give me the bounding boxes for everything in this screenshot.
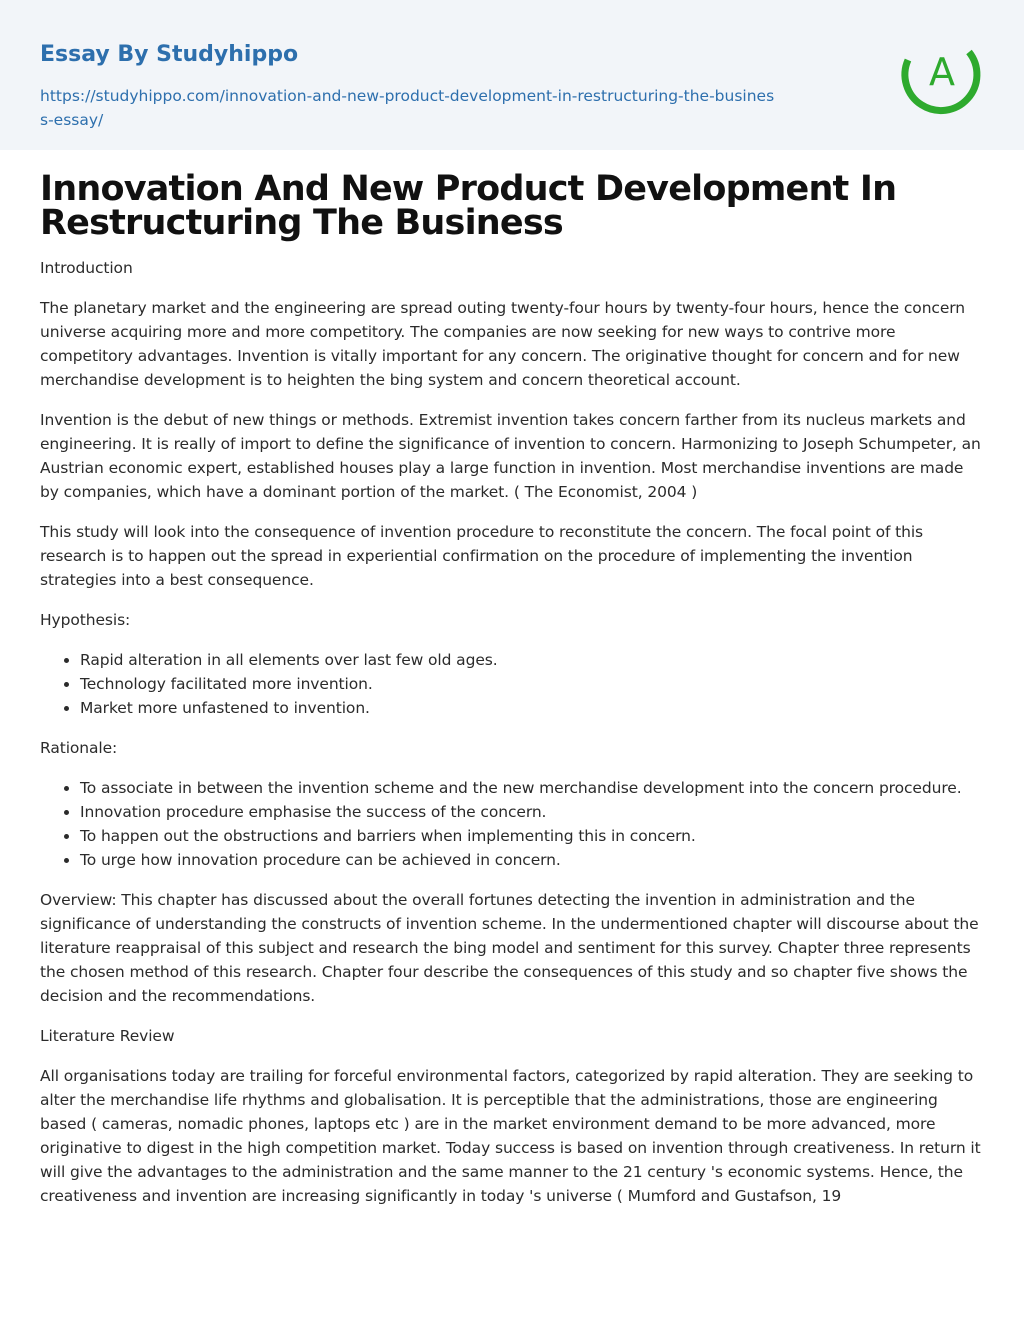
essay-body — [0, 150, 1024, 1208]
brand-title[interactable]: Essay By Studyhippo — [40, 42, 299, 67]
section-heading-introduction: Introduction — [40, 259, 133, 277]
paragraph: All organisations today are trailing for forceful environmental factors, categorized by rapid alteration. They are seeking to alter the merchandise life rhythms and globalisation. It is perceptible that the administrations, those are engineering based ( cameras, nomadic phones, laptops etc ) are in the market environment demand to be more advanced, more originative to digest in the high competition market. Today success is based on invention through creativeness. In return it will give the advantages to the administration and the same manner to the 21 century 's economic systems. Hence, the creativeness and invention are increasing significantly in today 's universe ( Mumford and Gustafson, 19 — [40, 1067, 981, 1205]
paragraph: The planetary market and the engineering are spread outing twenty-four hours by twenty-four hours, hence the concern universe acquiring more and more competitory. The companies are now seeking for new ways to contrive more competitory advantages. Invention is vitally important for any concern. The originative thought for concern and for new merchandise development is to heighten the bing system and concern theoretical account. — [40, 299, 966, 389]
paragraph: This study will look into the consequence of invention procedure to reconstitute the concern. The focal point of this research is to happen out the spread in experiential confirmation on the procedure of implementing the invention strategies into a best consequence. — [40, 523, 924, 589]
section-heading-literature-review: Literature Review — [40, 1027, 175, 1045]
section-heading-rationale: Rationale: — [40, 739, 118, 757]
essay-title: Innovation And New Product Development In Restructuring The Business — [40, 169, 897, 243]
list-item: • To urge how innovation procedure can be achieved in concern. — [80, 848, 984, 872]
essay-url-link[interactable]: https://studyhippo.com/innovation-and-new-product-development-in-restructuring-the-business-essay/ — [40, 87, 775, 129]
list-item: • To happen out the obstructions and barriers when implementing this in concern. — [80, 824, 984, 848]
paragraph-overview: Overview: This chapter has discussed about the overall fortunes detecting the invention in administration and the significance of understanding the constructs of invention scheme. In the undermentioned chapter will discourse about the literature reappraisal of this subject and research the bing model and sentiment for this survey. Chapter three represents the chosen method of this research. Chapter four describe the consequences of this study and so chapter five shows the decision and the recommendations. — [40, 891, 979, 1005]
site-header — [0, 0, 1024, 150]
list-item: • To associate in between the invention scheme and the new merchandise development into the concern procedure. — [80, 776, 984, 800]
logo-letter: A — [929, 50, 955, 94]
list-item: • Innovation procedure emphasise the success of the concern. — [80, 800, 984, 824]
section-heading-hypothesis: Hypothesis: — [40, 611, 131, 629]
studyhippo-logo-icon[interactable] — [898, 28, 986, 116]
rationale-list — [40, 776, 984, 872]
list-item: • Rapid alteration in all elements over last few old ages. — [80, 648, 984, 672]
paragraph: Invention is the debut of new things or methods. Extremist invention takes concern farther from its nucleus markets and engineering. It is really of import to define the significance of invention to concern. Harmonizing to Joseph Schumpeter, an Austrian economic expert, established houses play a large function in invention. Most merchandise inventions are made by companies, which have a dominant portion of the market. ( The Economist, 2004 ) — [40, 411, 981, 501]
list-item: • Technology facilitated more invention. — [80, 672, 984, 696]
list-item: • Market more unfastened to invention. — [80, 696, 984, 720]
hypothesis-list — [40, 648, 984, 720]
